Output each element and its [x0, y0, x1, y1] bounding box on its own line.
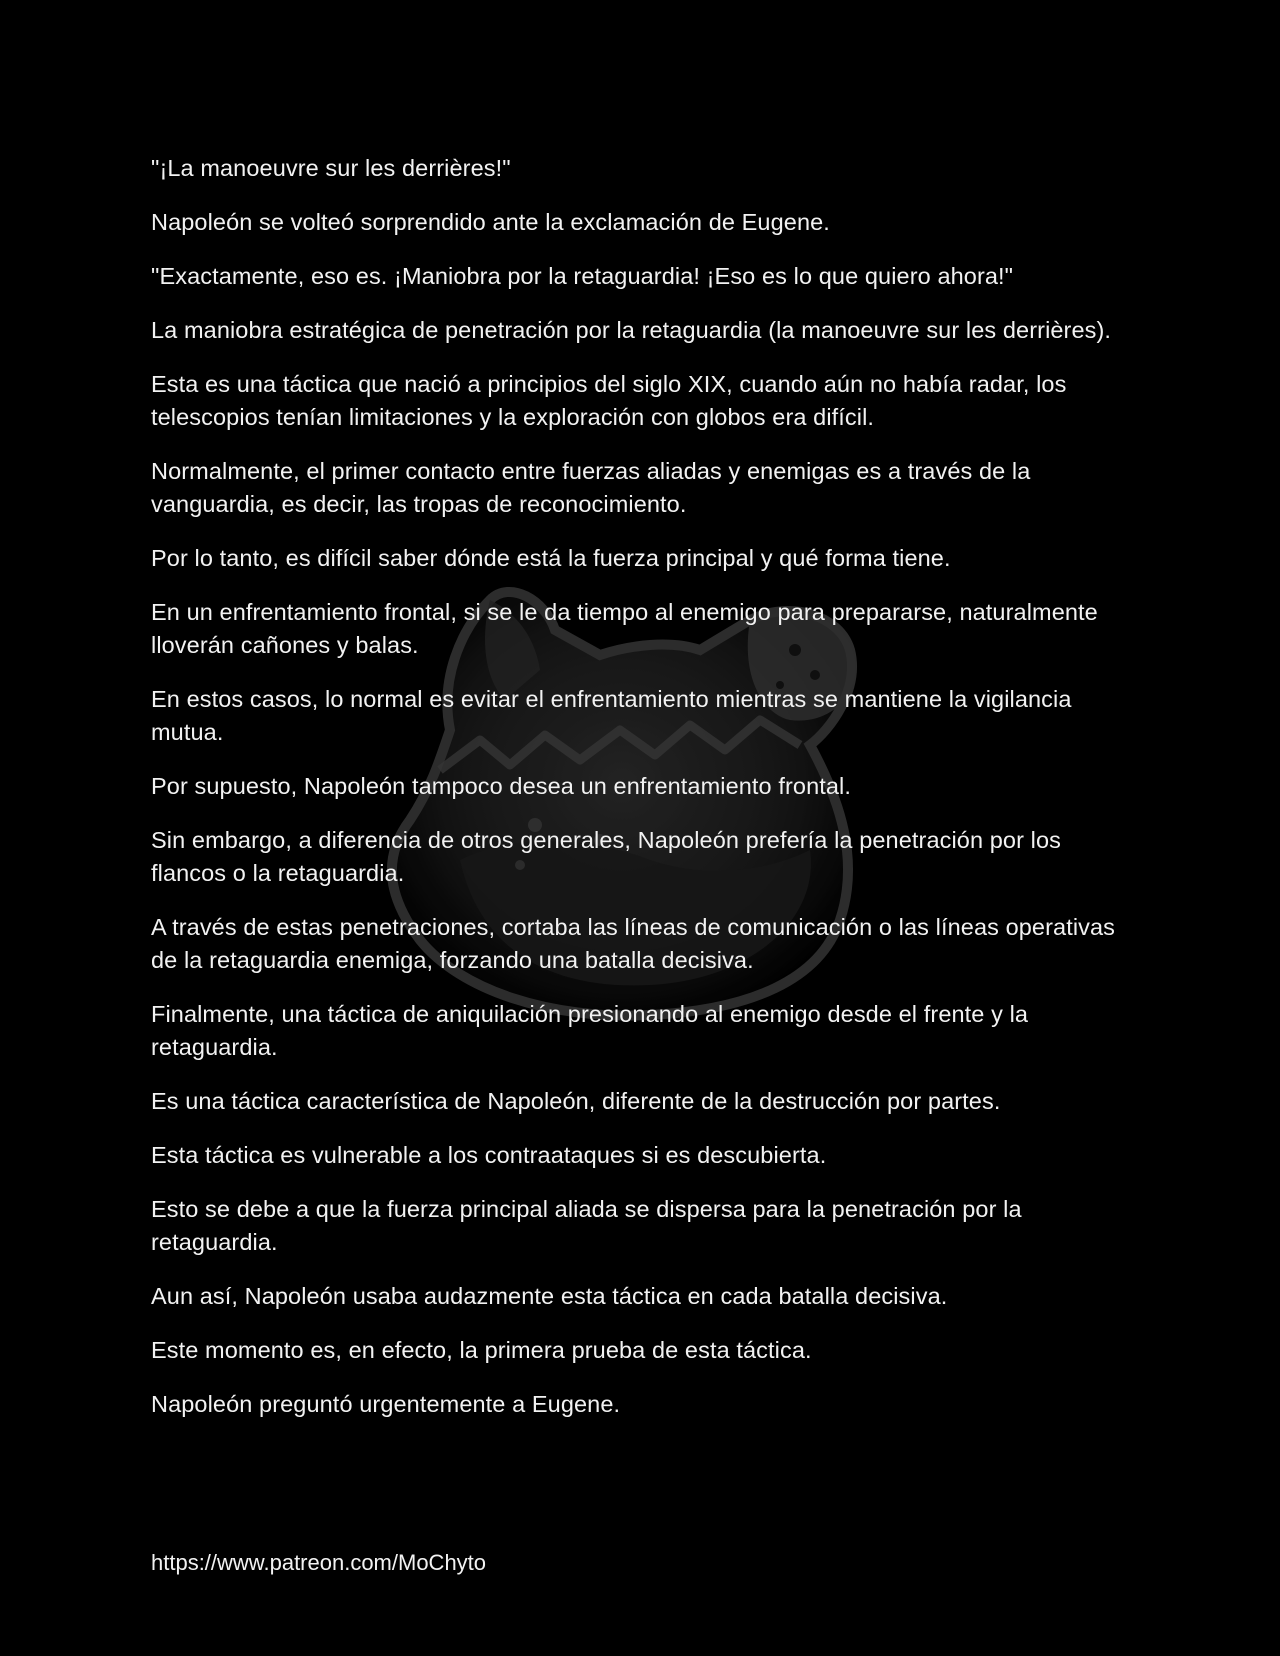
paragraph: En estos casos, lo normal es evitar el enfrentamiento mientras se mantiene la vigilancia mutua.: [151, 686, 1072, 745]
patreon-link[interactable]: https://www.patreon.com/MoChyto: [151, 1550, 487, 1575]
paragraph: A través de estas penetraciones, cortaba las líneas de comunicación o las líneas operativas de la retaguardia enemiga, forzando una batalla decisiva.: [151, 914, 1116, 973]
paragraph: En un enfrentamiento frontal, si se le da tiempo al enemigo para prepararse, naturalmente lloverán cañones y balas.: [151, 599, 1098, 658]
paragraph: "¡La manoeuvre sur les derrières!": [151, 155, 511, 181]
paragraph: Es una táctica característica de Napoleón, diferente de la destrucción por partes.: [151, 1088, 1001, 1114]
paragraph: Esto se debe a que la fuerza principal aliada se dispersa para la penetración por la retaguardia.: [151, 1196, 1022, 1255]
paragraph: Esta es una táctica que nació a principios del siglo XIX, cuando aún no había radar, los telescopios tenían limitaciones y la exploración con globos era difícil.: [151, 371, 1067, 430]
paragraph: Napoleón preguntó urgentemente a Eugene.: [151, 1391, 621, 1417]
paragraph: Por supuesto, Napoleón tampoco desea un enfrentamiento frontal.: [151, 773, 851, 799]
paragraph: Este momento es, en efecto, la primera prueba de esta táctica.: [151, 1337, 812, 1363]
paragraph: Por lo tanto, es difícil saber dónde está la fuerza principal y qué forma tiene.: [151, 545, 951, 571]
paragraph: "Exactamente, eso es. ¡Maniobra por la retaguardia! ¡Eso es lo que quiero ahora!": [151, 263, 1014, 289]
paragraph: La maniobra estratégica de penetración por la retaguardia (la manoeuvre sur les derrières).: [151, 317, 1112, 343]
paragraph: Sin embargo, a diferencia de otros generales, Napoleón prefería la penetración por los flancos o la retaguardia.: [151, 827, 1061, 886]
paragraph: Napoleón se volteó sorprendido ante la exclamación de Eugene.: [151, 209, 830, 235]
paragraph: Normalmente, el primer contacto entre fuerzas aliadas y enemigas es a través de la vanguardia, es decir, las tropas de reconocimiento.: [151, 458, 1031, 517]
paragraph: Esta táctica es vulnerable a los contraataques si es descubierta.: [151, 1142, 827, 1168]
chapter-text: [151, 152, 1141, 1442]
paragraph: Aun así, Napoleón usaba audazmente esta táctica en cada batalla decisiva.: [151, 1283, 948, 1309]
paragraph: Finalmente, una táctica de aniquilación presionando al enemigo desde el frente y la retaguardia.: [151, 1001, 1029, 1060]
